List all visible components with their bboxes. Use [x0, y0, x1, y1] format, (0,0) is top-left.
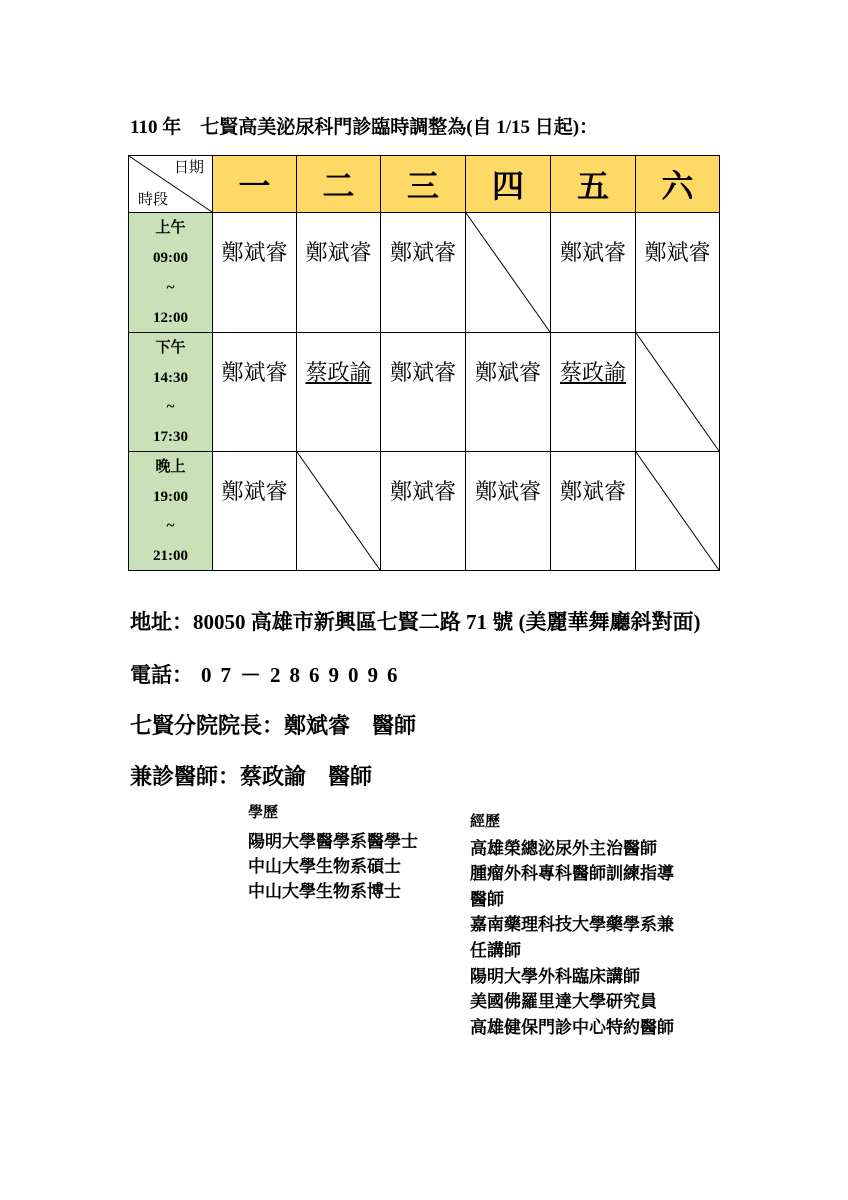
slot-afternoon-6	[636, 333, 720, 452]
experience-list	[470, 810, 679, 1040]
slot-morning-1	[213, 213, 297, 333]
concurrent-label: 兼診醫師：	[130, 764, 241, 789]
slot-evening-1	[213, 452, 297, 571]
slot-afternoon-3	[381, 333, 466, 452]
day-header-5: 五	[551, 156, 636, 213]
phone-number: 07－2869096	[201, 663, 407, 687]
doctor-name: 鄭斌睿	[559, 479, 626, 504]
experience-item: 美國佛羅里達大學研究員	[470, 992, 657, 1012]
day-header-6: 六	[636, 156, 720, 213]
experience-item: 高雄榮總泌尿外主治醫師	[470, 838, 657, 858]
clinic-phone	[130, 663, 407, 687]
period-separator: ~	[166, 399, 175, 415]
doctor-name: 蔡政諭	[559, 360, 626, 385]
slot-afternoon-4	[466, 333, 551, 452]
slot-evening-5	[551, 452, 636, 571]
clinic-schedule-table	[128, 155, 720, 571]
day-header-3: 三	[381, 156, 466, 213]
slot-evening-2	[297, 452, 381, 571]
slot-morning-6	[636, 213, 720, 333]
period-separator: ~	[166, 518, 175, 534]
doctor-name: 鄭斌睿	[221, 240, 288, 265]
clinic-address: 地址：80050 高雄市新興區七賢二路 71 號 (美麗華舞廳斜對面)	[130, 610, 701, 634]
doctor-name: 鄭斌睿	[389, 360, 456, 385]
director-title: 醫師	[372, 713, 417, 738]
doctor-name: 鄭斌睿	[474, 479, 541, 504]
experience-item: 高雄健保門診中心特約醫師	[470, 1017, 674, 1037]
education-item: 中山大學生物系博士	[248, 882, 401, 901]
period-cell-morning	[129, 213, 213, 333]
period-label: 晚上	[155, 459, 186, 475]
education-list	[248, 801, 418, 904]
doctor-name: 鄭斌睿	[221, 479, 288, 504]
doctor-name: 鄭斌睿	[559, 240, 626, 265]
period-start-time: 09:00	[153, 250, 188, 266]
doctor-name: 鄭斌睿	[474, 360, 541, 385]
education-item: 陽明大學醫學系醫學士	[248, 832, 418, 851]
doctor-name: 鄭斌睿	[389, 240, 456, 265]
experience-heading: 經歷	[470, 814, 501, 830]
period-separator: ~	[166, 280, 175, 296]
concurrent-physician	[130, 765, 372, 789]
experience-item: 腫瘤外科專科醫師訓練指導醫師	[470, 864, 674, 909]
experience-item: 陽明大學外科臨床講師	[470, 966, 640, 986]
concurrent-title: 醫師	[328, 764, 373, 789]
slot-evening-6	[636, 452, 720, 571]
doctor-name: 蔡政諭	[305, 360, 372, 385]
period-label: 上午	[155, 220, 186, 236]
period-end-time: 17:30	[153, 428, 188, 445]
director-name: 鄭斌睿	[284, 713, 351, 738]
corner-label-date: 日期	[173, 160, 204, 176]
slot-afternoon-5	[551, 333, 636, 452]
period-start-time: 19:00	[153, 488, 188, 505]
empty-slot-diagonal-line	[636, 333, 719, 451]
director-label: 七賢分院院長：	[130, 713, 285, 738]
day-header-2: 二	[297, 156, 381, 213]
doctor-name: 鄭斌睿	[644, 240, 711, 265]
period-cell-evening	[129, 452, 213, 571]
period-end-time: 21:00	[153, 547, 188, 564]
corner-header-cell	[129, 156, 213, 213]
experience-item: 嘉南藥理科技大學藥學系兼任講師	[470, 915, 674, 960]
education-item: 中山大學生物系碩士	[248, 857, 401, 876]
period-end-time: 12:00	[153, 310, 188, 326]
slot-evening-4	[466, 452, 551, 571]
doctor-name: 鄭斌睿	[389, 479, 456, 504]
slot-evening-3	[381, 452, 466, 571]
empty-slot-diagonal-line	[636, 452, 719, 570]
page-title: 110 年 七賢高美泌尿科門診臨時調整為(自 1/15 日起)：	[130, 117, 599, 138]
empty-slot-diagonal-line	[297, 452, 380, 570]
slot-afternoon-1	[213, 333, 297, 452]
slot-morning-3	[381, 213, 466, 333]
slot-morning-2	[297, 213, 381, 333]
phone-label: 電話：	[130, 663, 193, 687]
slot-morning-4	[466, 213, 551, 333]
education-heading: 學歷	[248, 805, 279, 821]
slot-morning-5	[551, 213, 636, 333]
doctor-name: 鄭斌睿	[305, 240, 372, 265]
period-start-time: 14:30	[153, 369, 188, 386]
slot-afternoon-2	[297, 333, 381, 452]
corner-label-period: 時段	[138, 192, 169, 208]
doctor-name: 鄭斌睿	[221, 360, 288, 385]
empty-slot-diagonal-line	[466, 213, 550, 332]
period-label: 下午	[155, 340, 186, 356]
day-header-1: 一	[213, 156, 297, 213]
period-cell-afternoon	[129, 333, 213, 452]
branch-director	[130, 714, 416, 738]
concurrent-name: 蔡政諭	[240, 764, 307, 789]
day-header-4: 四	[466, 156, 551, 213]
